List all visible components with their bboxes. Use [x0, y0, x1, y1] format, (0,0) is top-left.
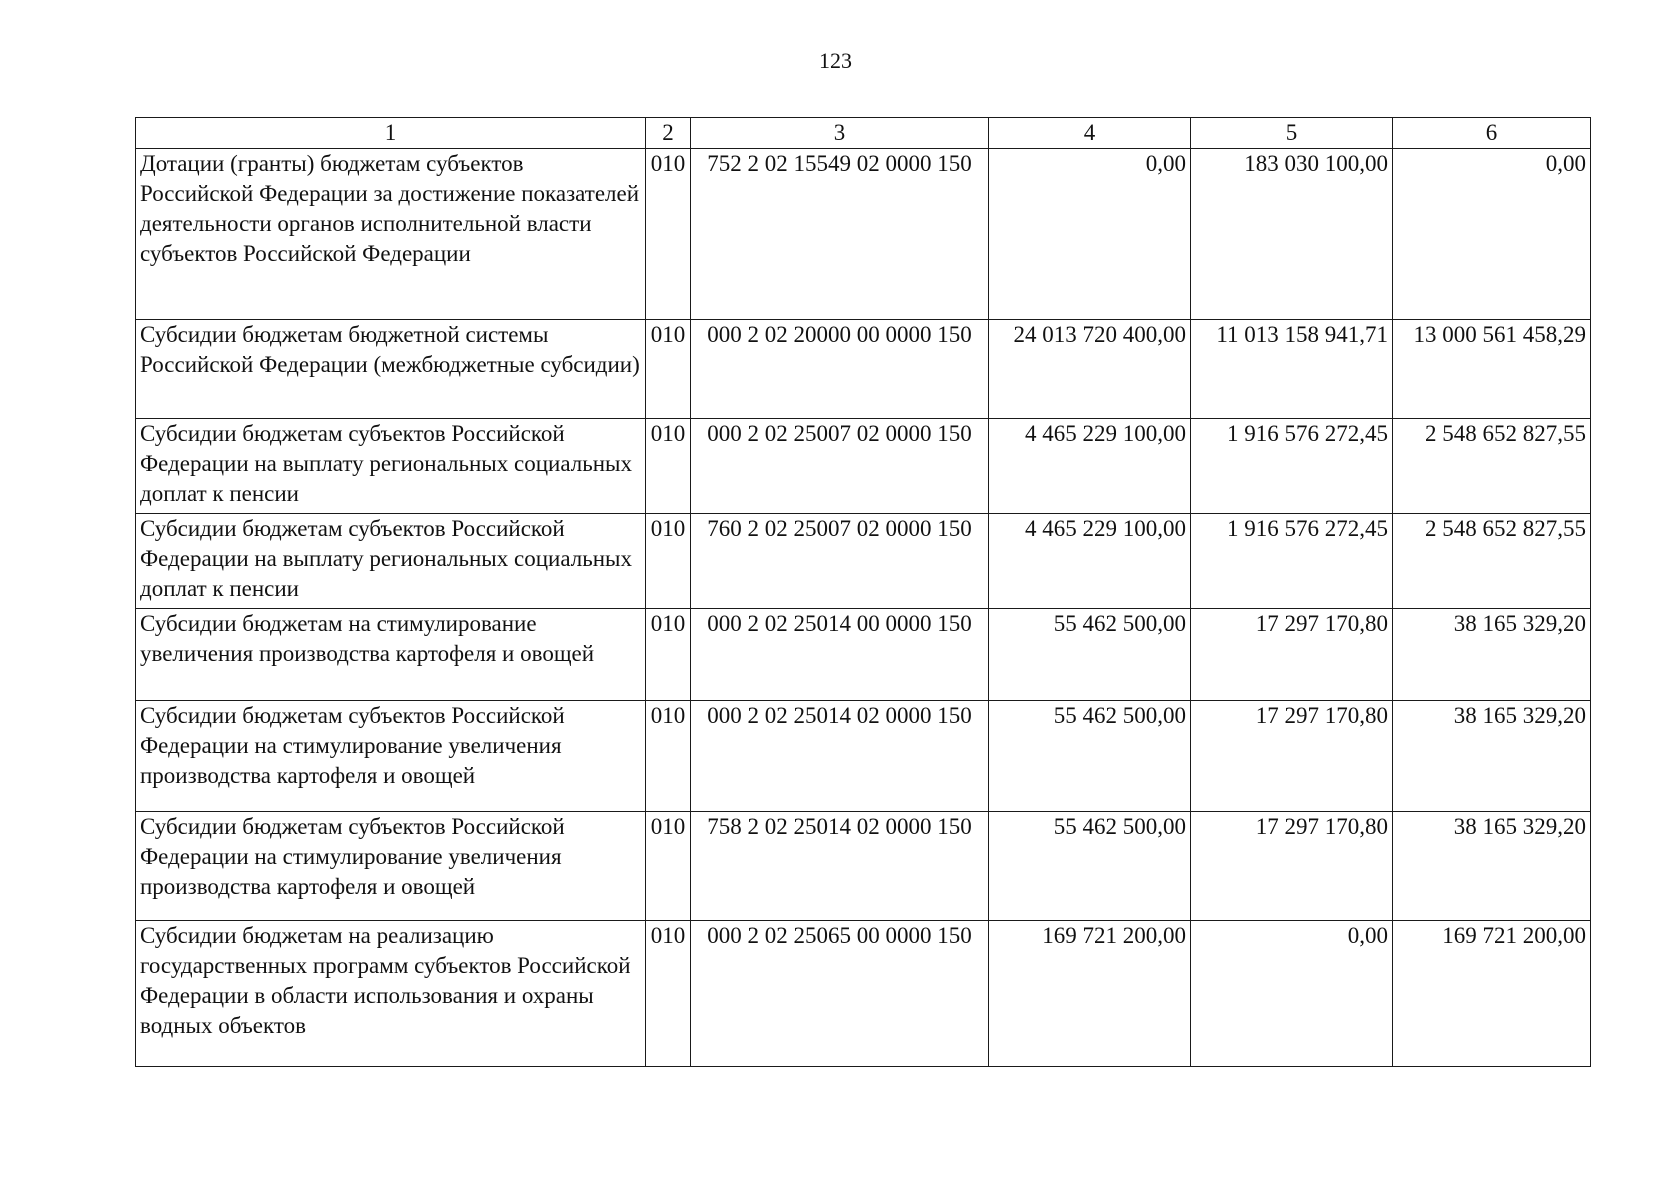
amount-col5-cell: 183 030 100,00	[1191, 149, 1393, 320]
income-name-cell: Субсидии бюджетам субъектов Российской Федерации на стимулирование увеличения производства картофеля и овощей	[136, 812, 646, 921]
table-row	[136, 320, 1591, 419]
amount-col6-cell: 38 165 329,20	[1393, 701, 1591, 812]
amount-col5-cell: 1 916 576 272,45	[1191, 419, 1393, 514]
amount-col5-cell: 0,00	[1191, 921, 1393, 1067]
line-code-cell: 010	[646, 149, 691, 320]
amount-col6-cell: 2 548 652 827,55	[1393, 514, 1591, 609]
column-header-1: 1	[136, 118, 646, 149]
line-code-cell: 010	[646, 921, 691, 1067]
budget-classification-code-cell: 752 2 02 15549 02 0000 150	[691, 149, 989, 320]
line-code-cell: 010	[646, 514, 691, 609]
budget-classification-code-cell: 000 2 02 25014 02 0000 150	[691, 701, 989, 812]
amount-col6-cell: 38 165 329,20	[1393, 812, 1591, 921]
budget-table	[135, 117, 1591, 1067]
income-name-cell: Субсидии бюджетам на стимулирование увеличения производства картофеля и овощей	[136, 609, 646, 701]
amount-col4-cell: 24 013 720 400,00	[989, 320, 1191, 419]
table-row	[136, 149, 1591, 320]
budget-classification-code-cell: 000 2 02 25007 02 0000 150	[691, 419, 989, 514]
amount-col4-cell: 55 462 500,00	[989, 812, 1191, 921]
column-header-5: 5	[1191, 118, 1393, 149]
income-name-cell: Субсидии бюджетам субъектов Российской Федерации на выплату региональных социальных доплат к пенсии	[136, 514, 646, 609]
column-header-4: 4	[989, 118, 1191, 149]
amount-col4-cell: 0,00	[989, 149, 1191, 320]
amount-col4-cell: 169 721 200,00	[989, 921, 1191, 1067]
amount-col5-cell: 17 297 170,80	[1191, 609, 1393, 701]
budget-classification-code-cell: 760 2 02 25007 02 0000 150	[691, 514, 989, 609]
amount-col6-cell: 0,00	[1393, 149, 1591, 320]
line-code-cell: 010	[646, 419, 691, 514]
amount-col4-cell: 55 462 500,00	[989, 701, 1191, 812]
page-number: 123	[819, 48, 852, 73]
table-row	[136, 419, 1591, 514]
table-header-row	[136, 118, 1591, 149]
table-row	[136, 921, 1591, 1067]
line-code-cell: 010	[646, 320, 691, 419]
line-code-cell: 010	[646, 701, 691, 812]
column-header-6: 6	[1393, 118, 1591, 149]
budget-classification-code-cell: 000 2 02 25014 00 0000 150	[691, 609, 989, 701]
amount-col4-cell: 55 462 500,00	[989, 609, 1191, 701]
budget-classification-code-cell: 758 2 02 25014 02 0000 150	[691, 812, 989, 921]
column-header-2: 2	[646, 118, 691, 149]
column-header-3: 3	[691, 118, 989, 149]
amount-col6-cell: 2 548 652 827,55	[1393, 419, 1591, 514]
table-row	[136, 609, 1591, 701]
budget-classification-code-cell: 000 2 02 20000 00 0000 150	[691, 320, 989, 419]
table-row	[136, 812, 1591, 921]
budget-classification-code-cell: 000 2 02 25065 00 0000 150	[691, 921, 989, 1067]
income-name-cell: Субсидии бюджетам на реализацию государственных программ субъектов Российской Федерации в области использования и охраны водных объектов	[136, 921, 646, 1067]
amount-col6-cell: 13 000 561 458,29	[1393, 320, 1591, 419]
amount-col5-cell: 11 013 158 941,71	[1191, 320, 1393, 419]
table-row	[136, 514, 1591, 609]
amount-col5-cell: 17 297 170,80	[1191, 701, 1393, 812]
table-row	[136, 701, 1591, 812]
line-code-cell: 010	[646, 812, 691, 921]
amount-col5-cell: 17 297 170,80	[1191, 812, 1393, 921]
amount-col6-cell: 38 165 329,20	[1393, 609, 1591, 701]
amount-col6-cell: 169 721 200,00	[1393, 921, 1591, 1067]
income-name-cell: Субсидии бюджетам субъектов Российской Федерации на выплату региональных социальных доплат к пенсии	[136, 419, 646, 514]
income-name-cell: Субсидии бюджетам бюджетной системы Российской Федерации (межбюджетные субсидии)	[136, 320, 646, 419]
amount-col4-cell: 4 465 229 100,00	[989, 514, 1191, 609]
line-code-cell: 010	[646, 609, 691, 701]
income-name-cell: Субсидии бюджетам субъектов Российской Федерации на стимулирование увеличения производства картофеля и овощей	[136, 701, 646, 812]
income-name-cell: Дотации (гранты) бюджетам субъектов Российской Федерации за достижение показателей деятельности органов исполнительной власти субъектов Российской Федерации	[136, 149, 646, 320]
amount-col5-cell: 1 916 576 272,45	[1191, 514, 1393, 609]
amount-col4-cell: 4 465 229 100,00	[989, 419, 1191, 514]
